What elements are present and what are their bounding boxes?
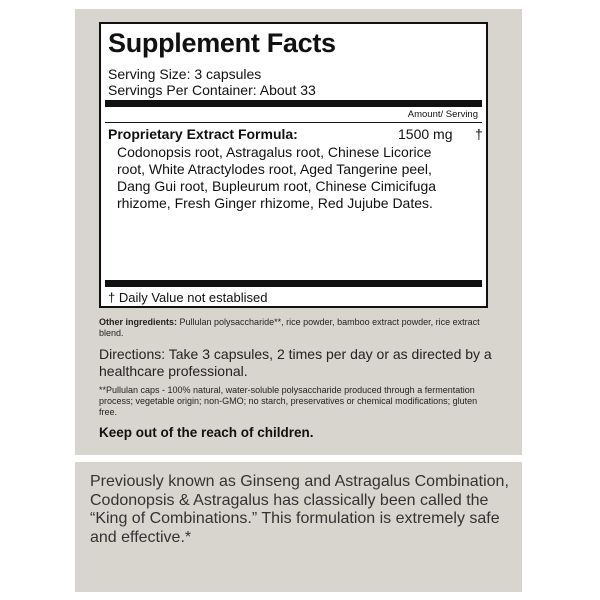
- pullulan-note: **Pullulan caps - 100% natural, water-soluble polysaccharide produced through a fermentation process; vegetable origin; non-GMO; no starch, preservatives or chemical modifications; gluten free.: [99, 385, 478, 417]
- formula-amount: 1500 mg: [398, 126, 453, 142]
- amount-per-serving-header: Amount/ Serving: [407, 109, 478, 120]
- marketing-description: Previously known as Ginseng and Astragalus Combination, Codonopsis & Astragalus has classically been called the “King of Combinations.” This formulation is extremely safe and effective.*: [90, 473, 509, 546]
- ingredient-list: Codonopsis root, Astragalus root, Chinese Licorice root, White Atractylodes root, Aged Tangerine peel, Dang Gui root, Bupleurum root, Chinese Cimicifuga rhizome, Fresh Ginger rhizome, Red Jujube Dates.: [117, 144, 437, 211]
- thick-divider-bottom: [105, 280, 482, 287]
- servings-per-container: Servings Per Container: About 33: [108, 82, 316, 98]
- other-ingredients-heading: Other ingredients:: [99, 317, 178, 327]
- other-ingredients: [99, 317, 494, 339]
- formula-dagger-mark: †: [475, 126, 483, 142]
- other-ingredients-text: Pullulan polysaccharide**, rice powder, bamboo extract powder, rice extract blend.: [99, 317, 480, 338]
- thick-divider: [105, 100, 482, 107]
- serving-size: Serving Size: 3 capsules: [108, 66, 262, 82]
- children-warning: Keep out of the reach of children.: [99, 425, 314, 440]
- supplement-facts-box: [99, 22, 488, 308]
- directions: Directions: Take 3 capsules, 2 times per day or as directed by a healthcare professional.: [99, 346, 492, 379]
- facts-title: Supplement Facts: [108, 28, 336, 58]
- formula-name: Proprietary Extract Formula:: [108, 126, 298, 142]
- daily-value-note: † Daily Value not establised: [108, 290, 268, 305]
- thin-divider: [105, 122, 482, 123]
